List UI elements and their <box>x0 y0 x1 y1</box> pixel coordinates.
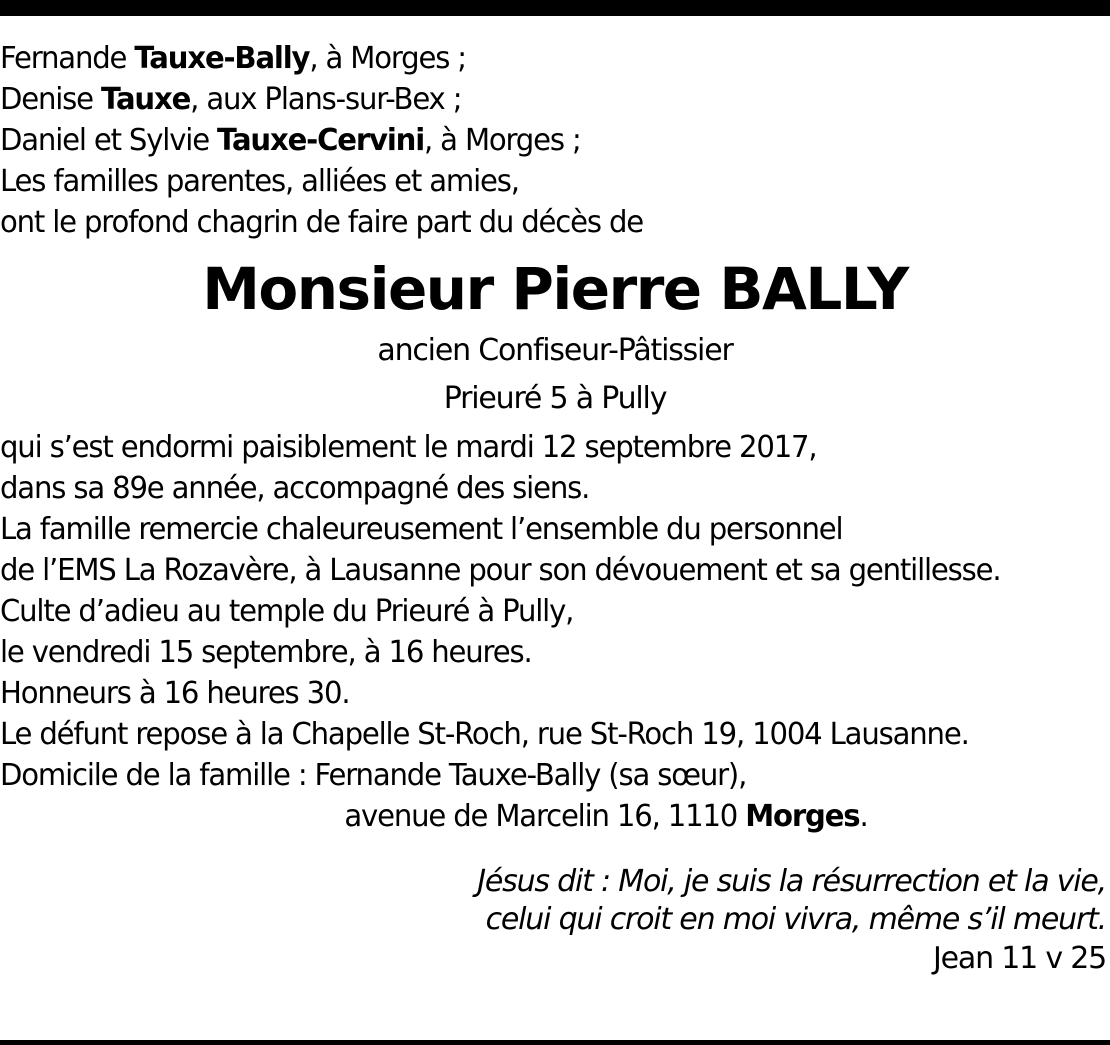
family-line: Denise Tauxe, aux Plans-sur-Bex ; <box>0 82 462 117</box>
family-line: Fernande Tauxe-Bally, à Morges ; <box>0 41 466 76</box>
intro-line: ont le profond chagrin de faire part du décès de <box>0 205 644 240</box>
intro-line: Les familles parentes, alliées et amies, <box>0 164 519 199</box>
scripture-quote <box>0 863 1110 939</box>
body-line: Culte d’adieu au temple du Prieuré à Pully, <box>0 594 574 629</box>
top-rule <box>0 0 1110 16</box>
obituary-notice <box>0 38 1110 979</box>
domicile-address-line: avenue de Marcelin 16, 1110 Morges. <box>344 799 868 834</box>
family-line: Daniel et Sylvie Tauxe-Cervini, à Morges ; <box>0 123 581 158</box>
deceased-address: Prieuré 5 à Pully <box>443 381 667 416</box>
bottom-rule <box>0 1040 1110 1045</box>
body-line: de l’EMS La Rozavère, à Lausanne pour son dévouement et sa gentillesse. <box>0 553 1001 588</box>
deceased-occupation: ancien Confiseur-Pâtissier <box>377 333 733 368</box>
quote-line: Jésus dit : Moi, je suis la résurrection et la vie, <box>477 864 1106 899</box>
body-line: La famille remercie chaleureusement l’ensemble du personnel <box>0 512 843 547</box>
body-line: Domicile de la famille : Fernande Tauxe-Bally (sa sœur), <box>0 758 747 793</box>
body-line: qui s’est endormi paisiblement le mardi 12 septembre 2017, <box>0 430 817 465</box>
deceased-name: Monsieur Pierre BALLY <box>202 255 908 323</box>
body-line: Honneurs à 16 heures 30. <box>0 676 350 711</box>
notice-body <box>0 427 1110 837</box>
body-line: Le défunt repose à la Chapelle St-Roch, rue St-Roch 19, 1004 Lausanne. <box>0 717 969 752</box>
body-line: dans sa 89e année, accompagné des siens. <box>0 471 590 506</box>
body-line: le vendredi 15 septembre, à 16 heures. <box>0 635 532 670</box>
scripture-reference: Jean 11 v 25 <box>932 941 1106 976</box>
quote-line: celui qui croit en moi vivra, même s’il meurt. <box>485 902 1106 937</box>
